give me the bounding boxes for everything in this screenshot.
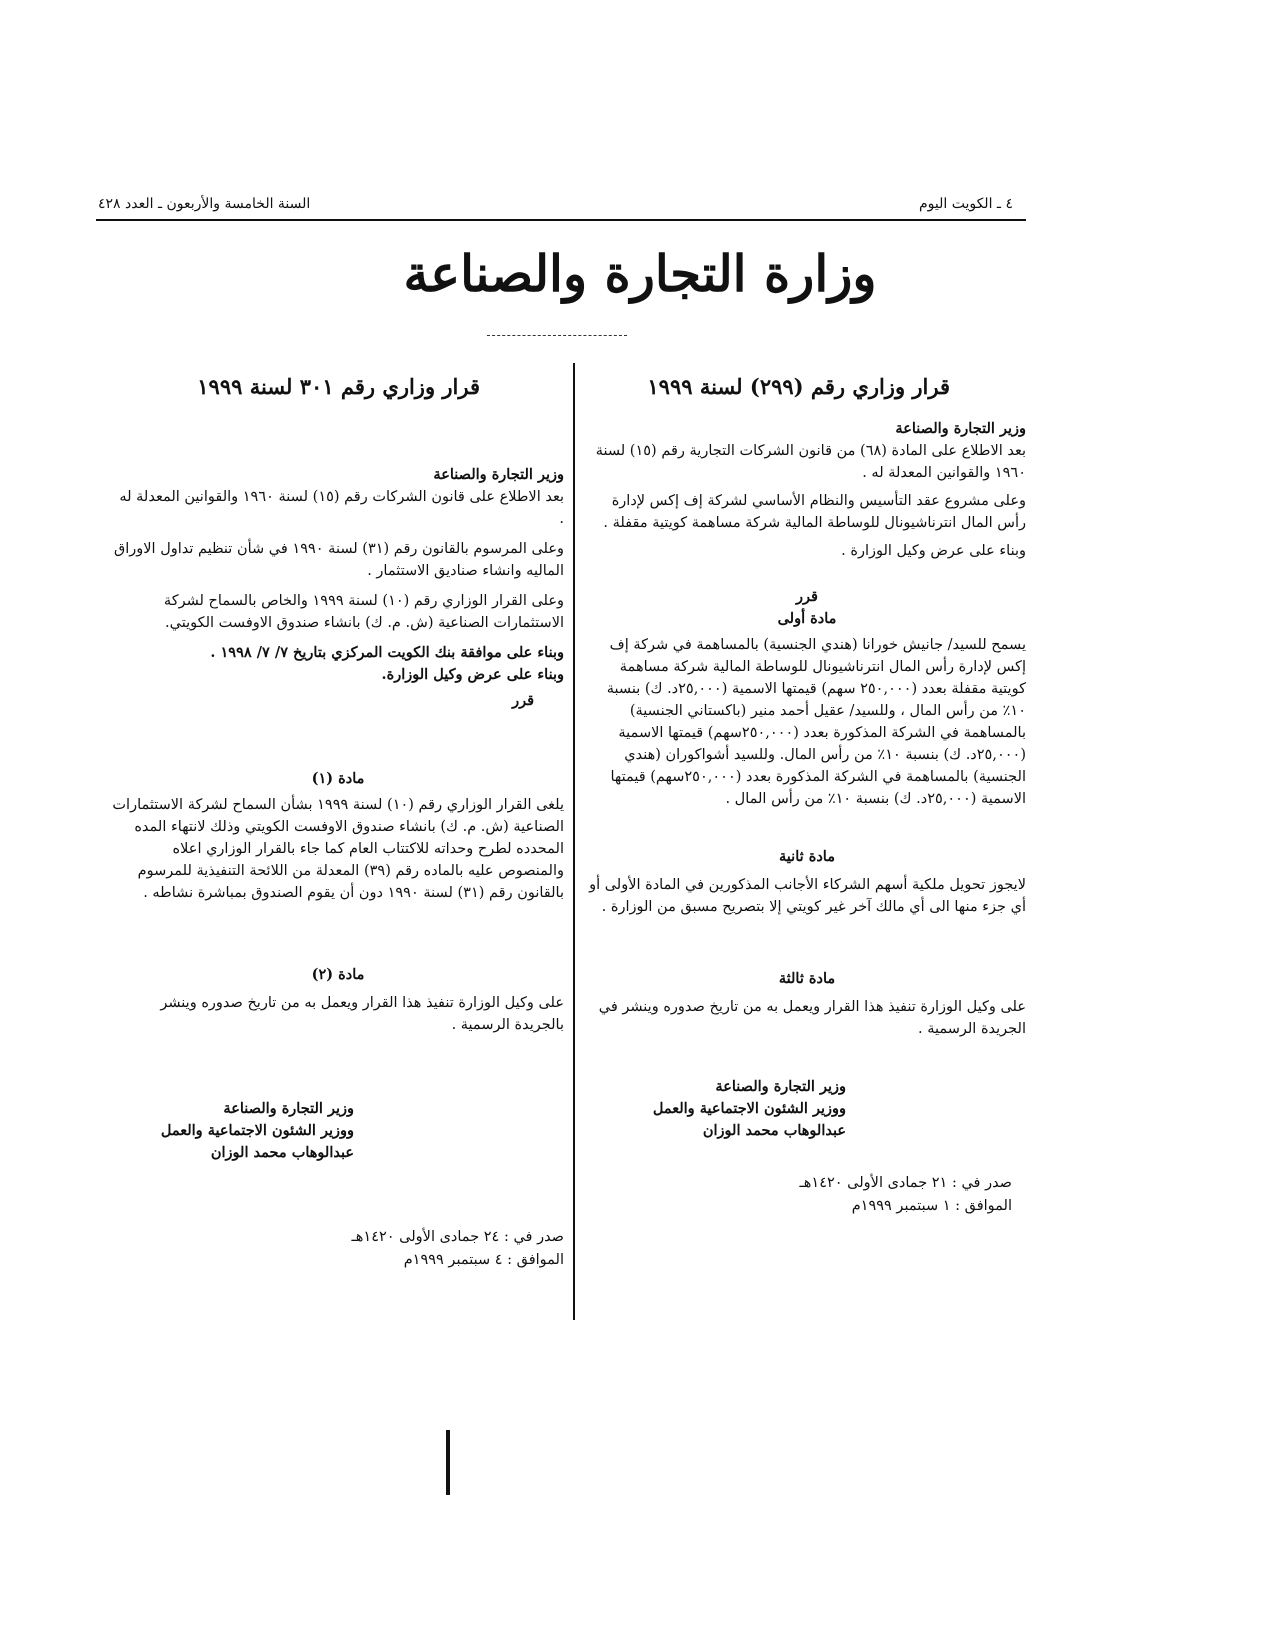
article-1-text: يلغى القرار الوزاري رقم (١٠) لسنة ١٩٩٩ بشأن السماح لشركة الاستثمارات الصناعية (ش. م. ك) بانشاء صندوق الاوفست الكويتي وذلك لانتهاء المده المحدده لطرح وحداته للاكتتاب العام كما جاء بالقرار الوزاري اعلاه والمنصوص عليه بالماده رقم (٣٩) المعدلة من اللائحة التنفيذية للمرسوم بالقانون رقم (٣١) لسنة ١٩٩٠ دون أن يقوم الصندوق بمباشرة نشاطه .	[112, 797, 564, 901]
corresponding-date: الموافق : ٤ سبتمبر ١٩٩٩م	[403, 1252, 564, 1268]
preamble-4: وبناء على موافقة بنك الكويت المركزي بتاريخ ٧/ ٧/ ١٩٩٨ .	[210, 644, 564, 661]
signature-name: عبدالوهاب محمد الوزان	[702, 1122, 846, 1139]
article-2-text: لايجوز تحويل ملكية أسهم الشركاء الأجانب المذكورين في المادة الأولى أو أي جزء منها الى أي مالك آخر غير كويتي إلا بتصريح مسبق من الوزارة .	[589, 877, 1026, 915]
article-3-text: على وكيل الوزارة تنفيذ هذا القرار ويعمل به من تاريخ صدوره وينشر في الجريدة الرسمية .	[598, 999, 1026, 1037]
article-3-heading: مادة ثالثة	[778, 970, 836, 987]
signature-block	[112, 1098, 564, 1164]
date-block	[112, 1226, 564, 1272]
article-2-text: على وكيل الوزارة تنفيذ هذا القرار ويعمل به من تاريخ صدوره وينشر بالجريدة الرسمية .	[160, 995, 564, 1033]
ministry-title-underline	[487, 335, 627, 336]
decided-label: قرر	[512, 692, 534, 709]
decree-301	[112, 376, 564, 1272]
signature-line: ووزير الشئون الاجتماعية والعمل	[160, 1122, 354, 1139]
decree-issuer: وزير التجارة والصناعة	[433, 466, 564, 483]
preamble-2: وعلى المرسوم بالقانون رقم (٣١) لسنة ١٩٩٠ في شأن تنظيم تداول الاوراق الماليه وانشاء صناديق الاستثمار .	[114, 541, 564, 579]
signature-name: عبدالوهاب محمد الوزان	[210, 1144, 354, 1161]
signature-line: ووزير الشئون الاجتماعية والعمل	[652, 1100, 846, 1117]
corresponding-date: الموافق : ١ سبتمبر ١٩٩٩م	[851, 1198, 1012, 1214]
signature-block	[588, 1076, 1026, 1142]
issue-label: السنة الخامسة والأربعون ـ العدد ٤٢٨	[98, 196, 311, 212]
decree-299	[588, 376, 1026, 1218]
page-number-label: ٤ ـ الكويت اليوم	[918, 196, 1013, 212]
preamble-1: بعد الاطلاع على قانون الشركات رقم (١٥) لسنة ١٩٦٠ والقوانين المعدلة له .	[119, 489, 564, 527]
preamble-3: وعلى القرار الوزاري رقم (١٠) لسنة ١٩٩٩ والخاص بالسماح لشركة الاستثمارات الصناعية (ش. م. ك) بانشاء صندوق الاوفست الكويتي.	[163, 593, 564, 631]
decree-title: قرار وزاري رقم ٣٠١ لسنة ١٩٩٩	[197, 374, 480, 399]
preamble-1: بعد الاطلاع على المادة (٦٨) من قانون الشركات التجارية رقم (١٥) لسنة ١٩٦٠ والقوانين المعدلة له .	[595, 443, 1026, 481]
article-1-text: يسمح للسيد/ جانيش خورانا (هندي الجنسية) بالمساهمة في شركة إف إكس لإدارة رأس المال انترناشيونال للوساطة المالية شركة مساهمة كويتية مقفلة بعدد (٢٥٠,٠٠٠ سهم) قيمتها الاسمية (٢٥,٠٠٠د. ك) بنسبة ١٠٪ من رأس المال ، وللسيد/ عقيل أحمد منير (باكستاني الجنسية) بالمساهمة في الشركة المذكورة بعدد (٢٥٠,٠٠٠سهم) قيمتها الاسمية (٢٥,٠٠٠د. ك) بنسبة ١٠٪ من رأس المال. وللسيد أشواكوران (هندي الجنسية) بالمساهمة في الشركة المذكورة بعدد (٢٥٠,٠٠٠سهم) قيمتها الاسمية (٢٥,٠٠٠د. ك) بنسبة ١٠٪ من رأس المال .	[606, 637, 1026, 807]
decided-label: قرر	[796, 588, 818, 605]
article-2-heading: مادة (٢)	[311, 966, 365, 983]
issued-date: صدر في : ٢٤ جمادى الأولى ١٤٢٠هـ	[351, 1229, 564, 1245]
article-2-heading: مادة ثانية	[779, 848, 835, 865]
scan-artifact-bar	[446, 1430, 450, 1495]
date-block	[588, 1172, 1026, 1218]
decree-title: قرار وزاري رقم (٢٩٩) لسنة ١٩٩٩	[647, 374, 950, 399]
preamble-2: وعلى مشروع عقد التأسيس والنظام الأساسي لشركة إف إكس لإدارة رأس المال انترناشيونال للوساطة المالية شركة مساهمة كويتية مقفلة .	[603, 493, 1026, 531]
issued-date: صدر في : ٢١ جمادى الأولى ١٤٢٠هـ	[799, 1175, 1012, 1191]
ministry-title: وزارة التجارة والصناعة	[403, 244, 877, 303]
preamble-3: وبناء على عرض وكيل الوزارة .	[841, 543, 1026, 559]
article-1-heading: مادة أولى	[777, 610, 837, 627]
decree-issuer: وزير التجارة والصناعة	[895, 420, 1026, 437]
signature-line: وزير التجارة والصناعة	[223, 1100, 354, 1117]
article-1-heading: مادة (١)	[311, 770, 365, 787]
signature-line: وزير التجارة والصناعة	[715, 1078, 846, 1095]
column-divider	[573, 363, 575, 1320]
preamble-5: وبناء على عرض وكيل الوزارة.	[381, 666, 564, 683]
header-rule	[96, 219, 1026, 221]
